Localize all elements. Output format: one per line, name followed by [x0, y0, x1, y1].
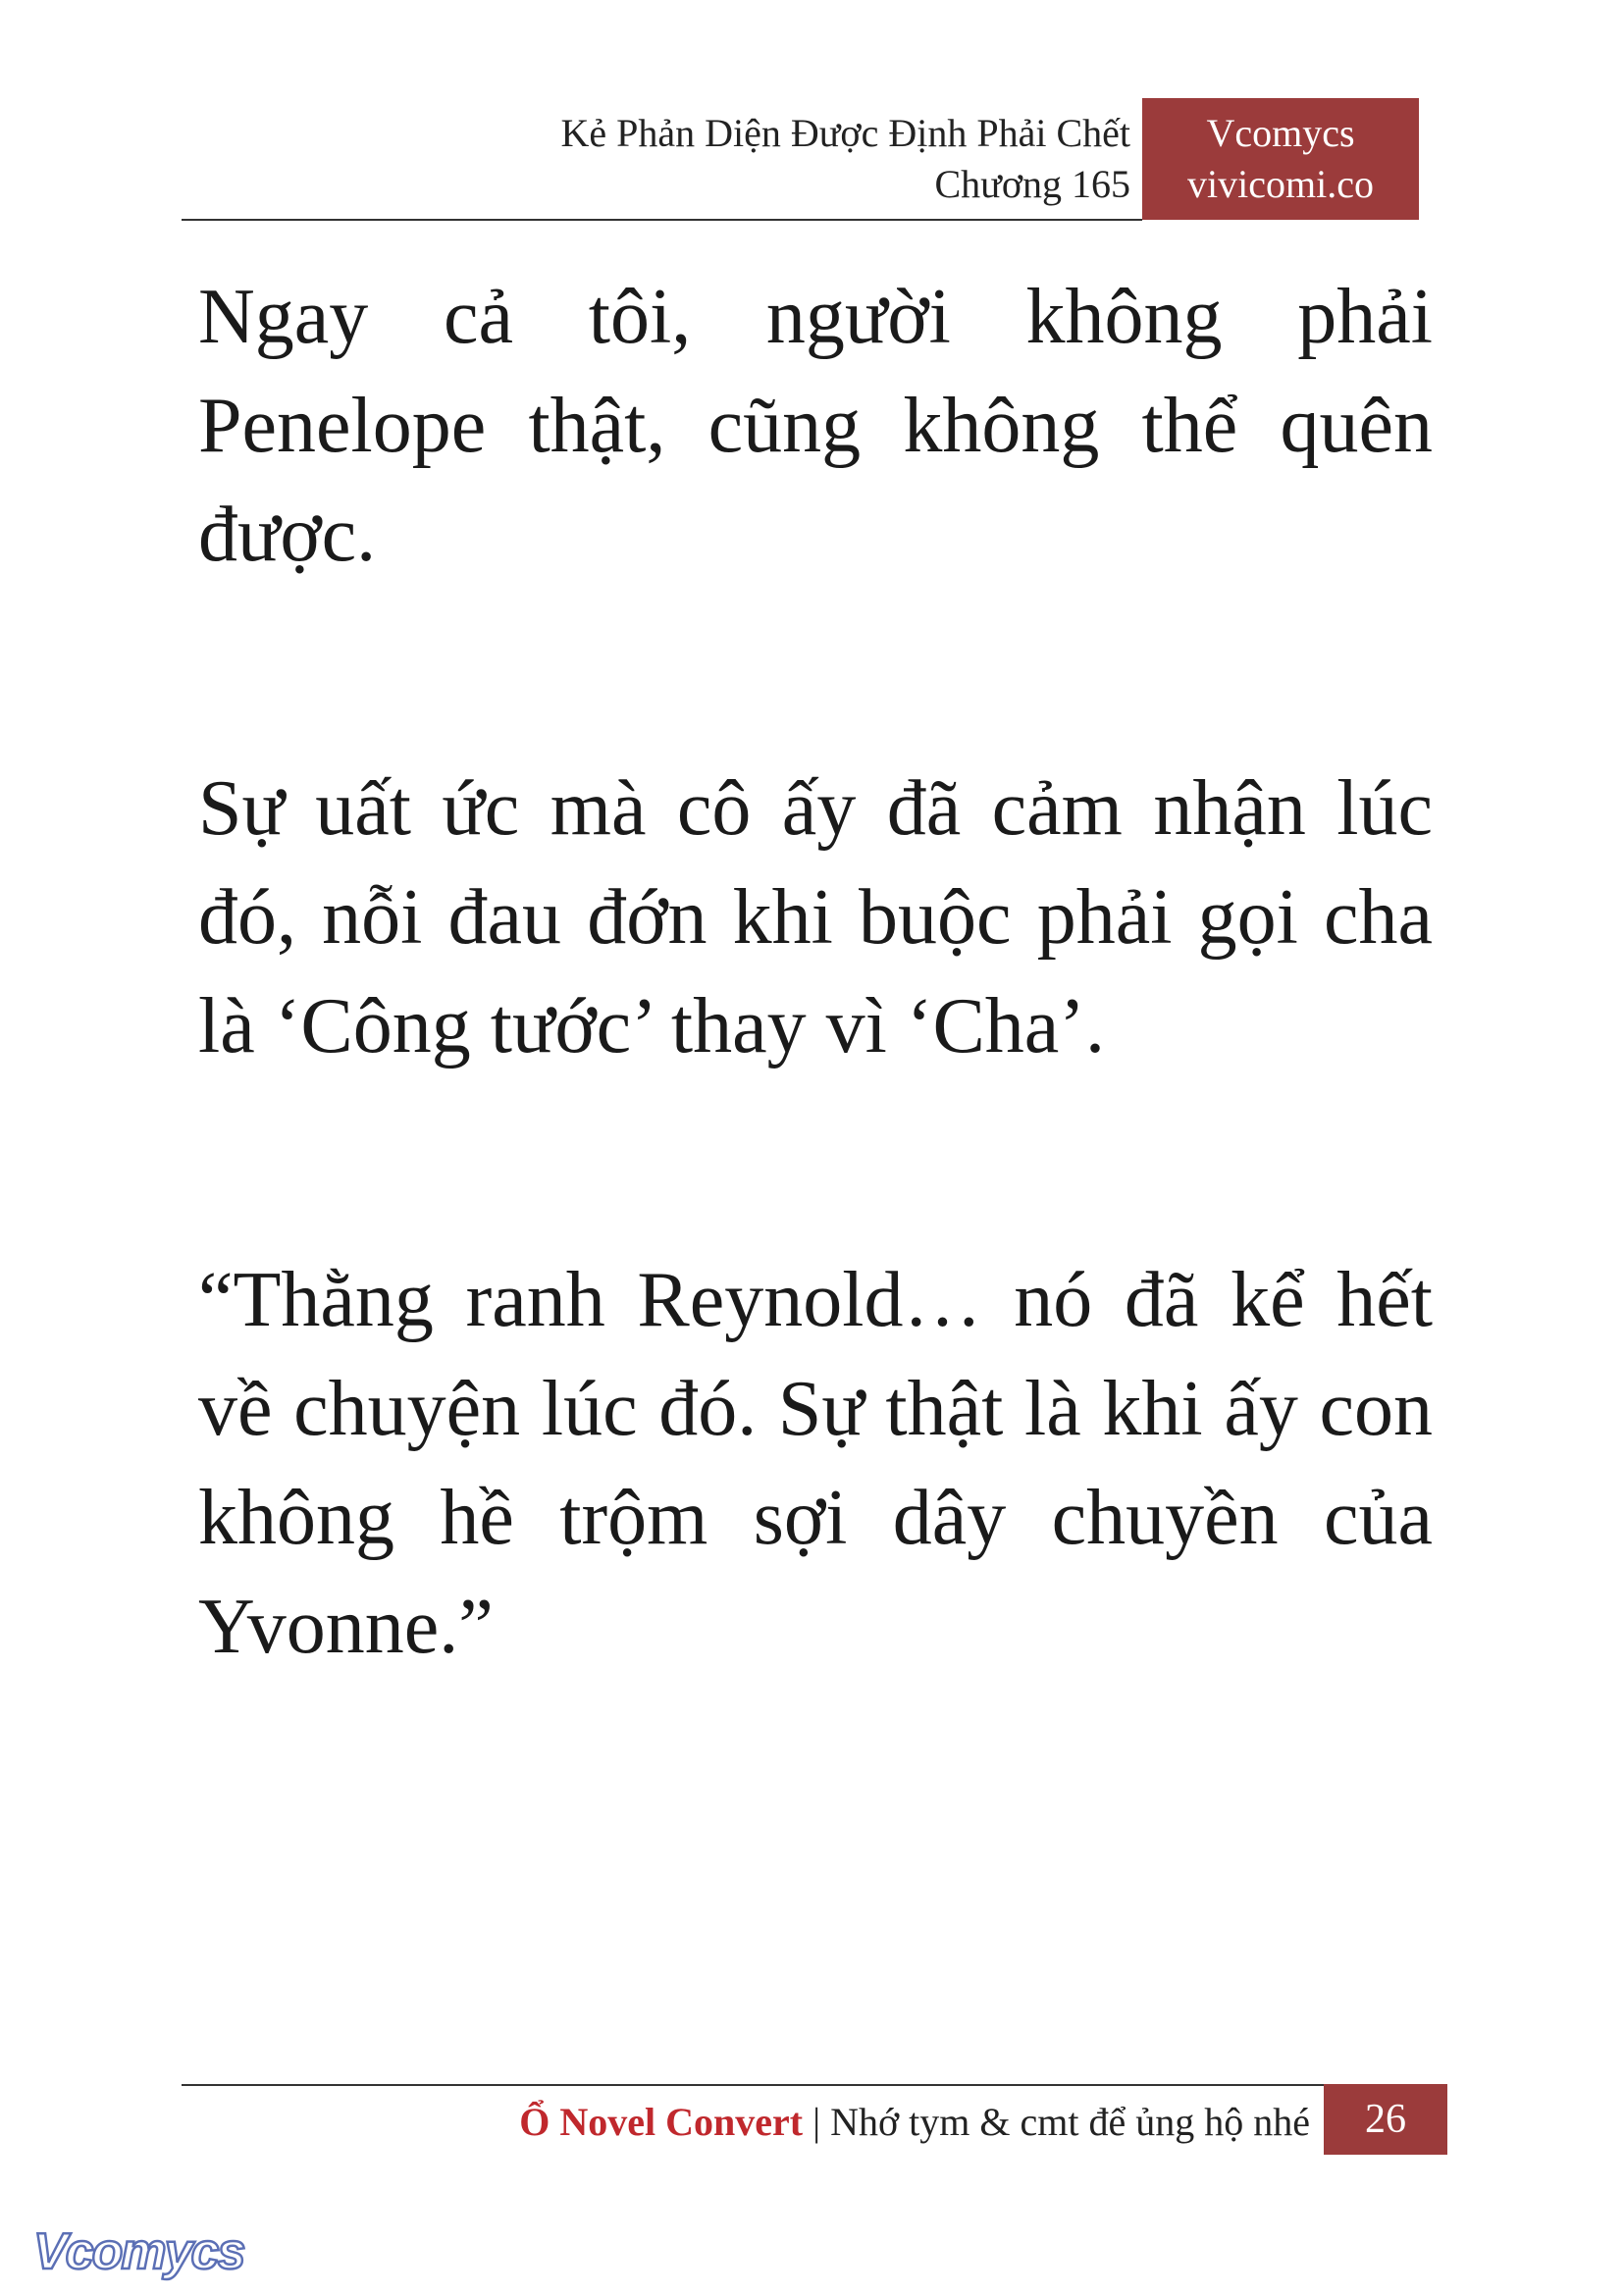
site-badge-name: Vcomycs: [1206, 111, 1355, 155]
running-header: [444, 108, 1130, 210]
paragraph-1: Ngay cả tôi, người không phải Penelope thật, cũng không thể quên được.: [198, 274, 1433, 578]
footer-separator: |: [803, 2100, 831, 2144]
footer-brand: Ổ Novel Convert: [519, 2100, 804, 2144]
chapter-label: Chương 165: [934, 162, 1130, 206]
vcomycs-logo-icon: [29, 2219, 255, 2288]
page-number: 26: [1324, 2084, 1447, 2155]
header-divider: [182, 219, 1142, 221]
footer-message: Nhớ tym & cmt để ủng hộ nhé: [830, 2100, 1310, 2144]
book-title: Kẻ Phản Diện Được Định Phải Chết: [560, 111, 1130, 155]
footer-line: [231, 2095, 1310, 2150]
paragraph-3: “Thằng ranh Reynold… nó đã kể hết về chuyện lúc đó. Sự thật là khi ấy con không hề trộm sợi dây chuyền của Yvonne.”: [198, 1257, 1433, 1670]
paragraph-2: Sự uất ức mà cô ấy đã cảm nhận lúc đó, nỗi đau đớn khi buộc phải gọi cha là ‘Công tước’ thay vì ‘Cha’.: [198, 765, 1433, 1069]
site-badge: [1142, 98, 1419, 220]
page-body: [198, 263, 1433, 1682]
footer-divider: [182, 2084, 1324, 2086]
watermark-logo-text: Vcomycs: [33, 2223, 244, 2280]
site-badge-url: vivicomi.co: [1187, 162, 1374, 206]
